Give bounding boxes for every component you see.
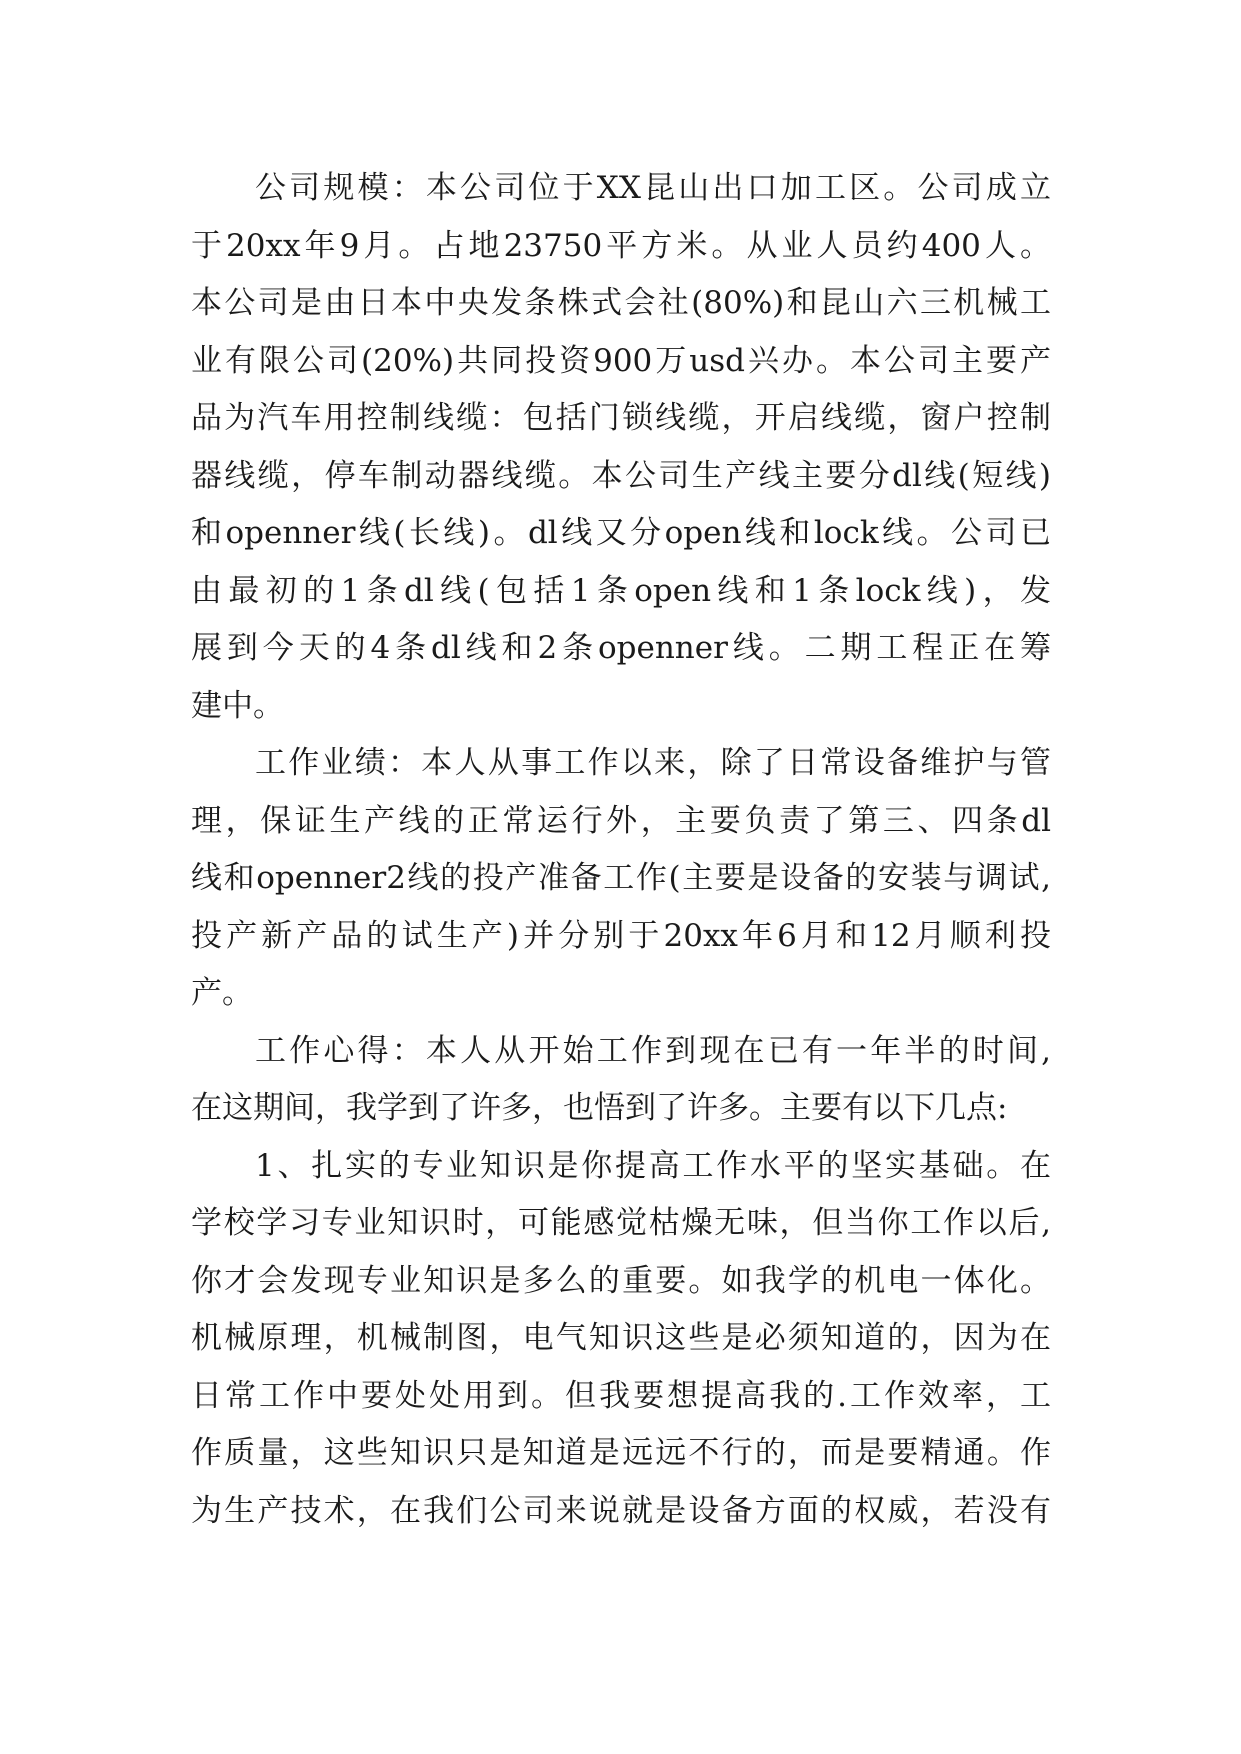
text-line: 线和openner2线的投产准备工作(主要是设备的安装与调试,: [191, 860, 1051, 896]
document-body: [191, 160, 1051, 1540]
text-line: 工作心得：本人从开始工作到现在已有一年半的时间,: [255, 1032, 1051, 1069]
text-line: 工作业绩：本人从事工作以来，除了日常设备维护与管: [255, 745, 1051, 781]
text-line: 建中。: [191, 687, 284, 724]
text-line: 在这期间，我学到了许多，也悟到了许多。主要有以下几点:: [191, 1090, 1008, 1126]
text-line: 1、扎实的专业知识是你提高工作水平的坚实基础。在: [255, 1147, 1051, 1184]
text-line: 业有限公司(20%)共同投资900万usd兴办。本公司主要产: [191, 342, 1051, 379]
text-line: 展到今天的4条dl线和2条openner线。二期工程正在筹: [191, 630, 1051, 666]
text-line: 本公司是由日本中央发条株式会社(80%)和昆山六三机械工: [191, 285, 1051, 321]
text-line: 学校学习专业知识时，可能感觉枯燥无味，但当你工作以后,: [191, 1205, 1051, 1241]
paragraph-work-insights: [191, 1023, 1051, 1138]
text-line: 和openner线(长线)。dl线又分open线和lock线。公司已: [191, 515, 1051, 551]
text-line: 日常工作中要处处用到。但我要想提高我的.工作效率，工: [191, 1377, 1051, 1414]
text-line: 由最初的1条dl线(包括1条open线和1条lock线)，发: [191, 572, 1051, 609]
text-line: 投产新产品的试生产)并分别于20xx年6月和12月顺利投: [191, 917, 1051, 954]
text-line: 作质量，这些知识只是知道是远远不行的，而是要精通。作: [191, 1435, 1051, 1471]
paragraph-point-1: [191, 1138, 1051, 1541]
text-line: 你才会发现专业知识是多么的重要。如我学的机电一体化。: [191, 1262, 1051, 1299]
paragraph-company-scale: [191, 160, 1051, 735]
text-line: 于20xx年9月。占地23750平方米。从业人员约400人。: [191, 227, 1051, 264]
text-line: 理，保证生产线的正常运行外，主要负责了第三、四条dl: [191, 802, 1051, 839]
text-line: 机械原理，机械制图，电气知识这些是必须知道的，因为在: [191, 1320, 1051, 1356]
text-line: 公司规模：本公司位于XX昆山出口加工区。公司成立: [255, 170, 1051, 206]
text-line: 器线缆，停车制动器线缆。本公司生产线主要分dl线(短线): [191, 457, 1051, 494]
paragraph-work-performance: [191, 735, 1051, 1023]
text-line: 产。: [191, 975, 253, 1011]
text-line: 品为汽车用控制线缆：包括门锁线缆，开启线缆，窗户控制: [191, 400, 1051, 436]
text-line: 为生产技术，在我们公司来说就是设备方面的权威，若没有: [191, 1492, 1051, 1529]
